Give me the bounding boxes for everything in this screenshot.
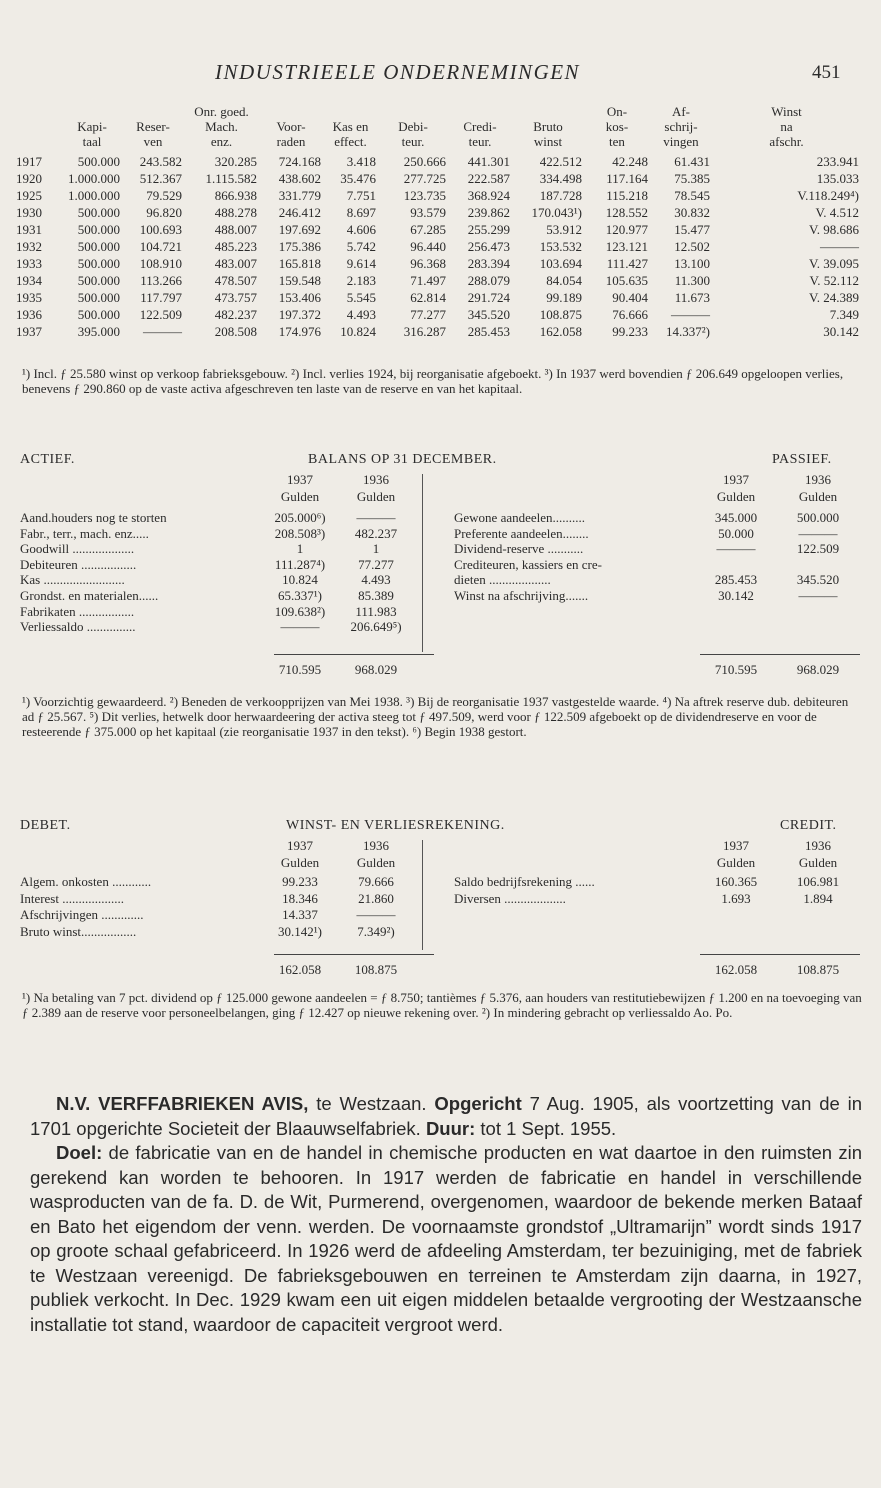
value-cell: 250.666 — [403, 154, 446, 169]
value-cell: 441.301 — [467, 154, 510, 169]
ledger-label: Goodwill ................... — [20, 541, 135, 557]
value-cell: V.118.249⁴) — [797, 188, 859, 203]
value-cell: 77.277 — [410, 307, 446, 322]
table-row — [16, 272, 861, 289]
ledger-value: 7.349²) — [357, 923, 395, 939]
value-cell: 243.582 — [139, 154, 182, 169]
year-heading: 1937 — [287, 838, 313, 853]
ledger-label: dieten ................... — [454, 572, 551, 588]
year-cell: 1933 — [16, 256, 42, 271]
value-cell: 93.579 — [410, 205, 446, 220]
value-cell: 7.349 — [829, 307, 859, 322]
ledger-value: 1 — [372, 541, 380, 557]
ledger-value: 345.520 — [796, 572, 840, 588]
value-cell: 10.824 — [340, 324, 376, 339]
value-cell: 67.285 — [410, 222, 446, 237]
ledger-value: 30.142¹) — [278, 923, 322, 939]
ledger-value: 106.981 — [796, 874, 840, 889]
ledger-label: Winst na afschrijving....... — [454, 588, 589, 603]
total-value: 108.875 — [354, 962, 398, 977]
ledger-label: Diversen ................... — [454, 890, 566, 906]
ledger-label: Bruto winst................. — [20, 923, 137, 939]
ledger-label: Algem. onkosten ............ — [20, 874, 152, 889]
passief-caption: PASSIEF. — [772, 452, 832, 467]
ledger-label: Grondst. en materialen...... — [20, 588, 159, 603]
wv-title: WINST- EN VERLIESREKENING. — [286, 818, 505, 833]
value-cell: 345.520 — [467, 307, 510, 322]
value-cell: 724.168 — [278, 154, 321, 169]
year-cell: 1917 — [16, 154, 42, 169]
company-intro-paragraph: N.V. VERFFABRIEKEN AVIS, te Westzaan. Opgericht 7 Aug. 1905, als voortzetting van de in 1701 opgerichte Societeit der Blaauwselfabriek. Duur: tot 1 Sept. 1955. — [30, 1093, 863, 1139]
column-header: Winst na afschr. — [769, 104, 804, 149]
value-cell: 79.529 — [146, 188, 182, 203]
year-cell: 1932 — [16, 239, 42, 254]
value-cell: V. 52.112 — [809, 273, 859, 288]
value-cell: 105.635 — [605, 273, 648, 288]
value-cell: 153.532 — [539, 239, 582, 254]
value-cell: 99.233 — [612, 324, 648, 339]
table-row — [16, 204, 861, 221]
unit-heading: Gulden — [280, 855, 320, 870]
column-header — [16, 104, 62, 153]
table-footnotes: ¹) Incl. ƒ 25.580 winst op verkoop fabrieksgebouw. ²) Incl. verlies 1924, bij reorganisatie afgeboekt. ³) In 1937 werd bovendien ƒ 206.649 opgeloopen verlies, benevens ƒ 290.860 op de vaste activa afgeschreven ten laste van de reserve en van het kapitaal. — [22, 366, 844, 396]
value-cell: 334.498 — [539, 171, 582, 186]
balance-sheet — [20, 452, 860, 682]
opgericht-label: Opgericht — [434, 1093, 522, 1114]
value-cell: 5.545 — [346, 290, 376, 305]
value-cell: 331.779 — [278, 188, 321, 203]
ledger-value: 111.287⁴) — [274, 556, 326, 572]
value-cell: 75.385 — [674, 171, 710, 186]
value-cell: 233.941 — [816, 154, 859, 169]
ledger-value: 160.365 — [714, 874, 758, 889]
value-cell: 8.697 — [346, 205, 376, 220]
value-cell: 135.033 — [816, 171, 859, 186]
ledger-value: ——— — [356, 907, 396, 922]
value-cell: 174.976 — [278, 324, 321, 339]
value-cell: 500.000 — [77, 205, 120, 220]
value-cell: 291.724 — [467, 290, 510, 305]
ledger-value: 208.508³) — [274, 525, 326, 541]
value-cell: 120.977 — [605, 222, 648, 237]
value-cell: 71.497 — [410, 273, 446, 288]
ledger-value: 500.000 — [796, 510, 840, 525]
value-cell: 123.735 — [403, 188, 446, 203]
ledger-value: 99.233 — [282, 874, 318, 889]
value-cell: 78.545 — [674, 188, 710, 203]
value-cell: ——— — [820, 239, 859, 254]
total-value: 968.029 — [354, 662, 398, 677]
value-cell: 108.875 — [539, 307, 582, 322]
value-cell: 187.728 — [539, 188, 582, 203]
unit-heading: Gulden — [798, 489, 838, 504]
value-cell: 500.000 — [77, 307, 120, 322]
ledger-label: Kas ......................... — [20, 572, 125, 588]
total-value: 710.595 — [714, 662, 758, 677]
ledger-label: Fabr., terr., mach. enz..... — [20, 525, 149, 541]
value-cell: 246.412 — [278, 205, 321, 220]
value-cell: 438.602 — [278, 171, 321, 186]
value-cell: 111.427 — [606, 256, 648, 271]
value-cell: 239.862 — [467, 205, 510, 220]
value-cell: 866.938 — [214, 188, 257, 203]
ledger-value: 482.237 — [354, 525, 398, 541]
year-heading: 1936 — [363, 472, 389, 487]
table-row — [16, 306, 861, 323]
table-row — [16, 289, 861, 306]
value-cell: 1.000.000 — [68, 188, 120, 203]
value-cell: 128.552 — [605, 205, 648, 220]
value-cell: 30.142 — [823, 324, 859, 339]
value-cell: 100.693 — [139, 222, 182, 237]
value-cell: V. 4.512 — [815, 205, 859, 220]
value-cell: V. 24.389 — [809, 290, 859, 305]
value-cell: 15.477 — [674, 222, 710, 237]
column-divider — [422, 474, 423, 652]
value-cell: 62.814 — [410, 290, 446, 305]
ledger-label: Interest ................... — [20, 890, 124, 906]
financial-history-table — [16, 104, 861, 340]
column-header: Bruto winst — [533, 119, 563, 149]
value-cell: 485.223 — [214, 239, 257, 254]
value-cell: 115.218 — [606, 188, 648, 203]
value-cell: V. 39.095 — [809, 256, 859, 271]
total-rule — [274, 654, 434, 655]
value-cell: 285.453 — [467, 324, 510, 339]
doel-label: Doel: — [56, 1142, 103, 1163]
value-cell: 368.924 — [467, 188, 510, 203]
value-cell: 7.751 — [346, 188, 376, 203]
table-row — [16, 187, 861, 204]
value-cell: 12.502 — [674, 239, 710, 254]
ledger-value: 65.337¹) — [278, 588, 322, 603]
year-heading: 1936 — [805, 838, 831, 853]
value-cell: 277.725 — [403, 171, 446, 186]
doel-paragraph: Doel: de fabricatie van en de handel in chemische producten en wat daartoe in den ruimsten zin gerekend kan worden te behooren. In 1917 werden de fabricatie en handel in verschillende wasproducten van de fa. D. de Wit, Purmerend, overgenomen, waardoor de bekende merken Bataaf en Bato het eigendom der venn. werden. De voornaamste grondstof „Ultramarijn” wordt sinds 1917 op groote schaal gefabriceerd. In 1926 werd de afdeeling Amsterdam, ter bezuiniging, met de fabriek te Westzaan vereenigd. De fabrieksgebouwen en terreinen te Amsterdam zijn daarna, in 1927, publiek verkocht. In Dec. 1929 kwam een uit eigen middelen betaalde vergrooting der Westzaansche installatie tot stand, waardoor de capaciteit vergroot werd. — [30, 1142, 862, 1335]
value-cell: 35.476 — [340, 171, 376, 186]
ledger-value: 205.000⁶) — [274, 510, 326, 525]
ledger-label: Aand.houders nog te storten — [20, 510, 167, 525]
ledger-value: ——— — [798, 588, 838, 603]
value-cell: 222.587 — [467, 171, 510, 186]
value-cell: 162.058 — [539, 324, 582, 339]
column-header: Voor- raden — [276, 119, 306, 149]
ledger-value: 79.666 — [358, 874, 394, 889]
ledger-value: ——— — [280, 619, 320, 635]
year-heading: 1937 — [723, 838, 749, 853]
ledger-value: 1.894 — [803, 890, 833, 906]
value-cell: 175.386 — [278, 239, 321, 254]
column-header: Af- schrij- vingen — [663, 104, 699, 149]
balans-title: BALANS OP 31 DECEMBER. — [308, 452, 497, 467]
ledger-value: 111.983 — [355, 603, 397, 619]
column-header: Debi- teur. — [398, 119, 428, 149]
ledger-label: Debiteuren ................. — [20, 556, 137, 572]
year-heading: 1936 — [363, 838, 389, 853]
value-cell: 500.000 — [77, 290, 120, 305]
value-cell: 4.606 — [346, 222, 376, 237]
ledger-label: Preferente aandeelen........ — [454, 525, 589, 541]
value-cell: 123.121 — [605, 239, 648, 254]
value-cell: 1.115.582 — [205, 171, 257, 186]
value-cell: 9.614 — [346, 256, 376, 271]
value-cell: 197.372 — [278, 307, 321, 322]
value-cell: 104.721 — [139, 239, 182, 254]
value-cell: 11.673 — [674, 290, 710, 305]
value-cell: 3.418 — [346, 154, 376, 169]
ledger-value: 345.000 — [714, 510, 758, 525]
unit-heading: Gulden — [356, 855, 396, 870]
column-header: Kas en effect. — [332, 119, 369, 149]
unit-heading: Gulden — [716, 855, 756, 870]
value-cell: 153.406 — [278, 290, 321, 305]
value-cell: 256.473 — [467, 239, 510, 254]
value-cell: 488.007 — [214, 222, 257, 237]
value-cell: ——— — [143, 324, 182, 339]
value-cell: 96.440 — [410, 239, 446, 254]
ledger-value: 14.337 — [282, 907, 318, 922]
year-cell: 1930 — [16, 205, 42, 220]
ledger-value: 285.453 — [714, 572, 758, 588]
value-cell: 13.100 — [674, 256, 710, 271]
value-cell: 170.043¹) — [531, 205, 582, 220]
value-cell: 14.337²) — [666, 324, 710, 339]
value-cell: 42.248 — [612, 154, 648, 169]
value-cell: 99.189 — [546, 290, 582, 305]
ledger-value: 50.000 — [718, 525, 754, 541]
company-description — [30, 1092, 862, 1337]
total-value: 162.058 — [278, 962, 322, 977]
value-cell: 108.910 — [139, 256, 182, 271]
duur-label: Duur: — [425, 1117, 476, 1139]
ledger-label: Gewone aandeelen.......... — [454, 510, 586, 525]
total-value: 162.058 — [714, 962, 758, 977]
column-header: Reser- ven — [136, 119, 170, 149]
value-cell: 96.368 — [410, 256, 446, 271]
table-row — [16, 323, 861, 340]
table-row — [16, 221, 861, 238]
unit-heading: Gulden — [716, 489, 756, 504]
value-cell: ——— — [671, 307, 710, 322]
ledger-value: 206.649⁵) — [350, 619, 402, 635]
year-heading: 1937 — [723, 472, 749, 487]
year-cell: 1931 — [16, 222, 42, 237]
ledger-label: Saldo bedrijfsrekening ...... — [454, 874, 595, 889]
value-cell: 76.666 — [612, 307, 648, 322]
year-cell: 1934 — [16, 273, 42, 288]
ledger-value: ——— — [798, 525, 838, 541]
total-value: 968.029 — [796, 662, 840, 677]
column-header: Credi- teur. — [463, 119, 497, 149]
value-cell: 395.000 — [77, 324, 120, 339]
ledger-label: Fabrikaten ................. — [20, 603, 135, 619]
value-cell: 1.000.000 — [68, 171, 120, 186]
value-cell: 473.757 — [214, 290, 257, 305]
value-cell: 482.237 — [214, 307, 257, 322]
value-cell: 488.278 — [214, 205, 257, 220]
value-cell: 255.299 — [467, 222, 510, 237]
ledger-value: 122.509 — [796, 541, 840, 557]
column-divider — [422, 840, 423, 950]
value-cell: 422.512 — [539, 154, 582, 169]
value-cell: 90.404 — [612, 290, 648, 305]
value-cell: 5.742 — [346, 239, 376, 254]
value-cell: 197.692 — [278, 222, 321, 237]
value-cell: 122.509 — [139, 307, 182, 322]
value-cell: 478.507 — [214, 273, 257, 288]
value-cell: 500.000 — [77, 222, 120, 237]
value-cell: 500.000 — [77, 273, 120, 288]
value-cell: V. 98.686 — [809, 222, 859, 237]
value-cell: 4.493 — [346, 307, 376, 322]
ledger-value: 85.389 — [358, 588, 394, 603]
ledger-value: ——— — [356, 510, 396, 525]
year-cell: 1937 — [16, 324, 42, 339]
unit-heading: Gulden — [356, 489, 396, 504]
balance-footnotes: ¹) Voorzichtig gewaardeerd. ²) Beneden de verkoopprijzen van Mei 1938. ³) Bij de reorganisatie 1937 vastgestelde waarde. ⁴) Na aftrek reserve dub. debiteuren ad ƒ 25.567. ⁵) Dit verlies, hetwelk door herwaardeering der activa steeg tot ƒ 497.509, werd voor ƒ 122.509 afgeboekt op de dividendreserve en voor de resteerende ƒ 375.000 op het kapitaal (zie reorganisatie 1937 in den tekst). ⁶) Begin 1938 gestort. — [22, 694, 849, 739]
value-cell: 512.367 — [139, 171, 182, 186]
profit-loss-account — [20, 818, 860, 982]
year-heading: 1937 — [287, 472, 313, 487]
debet-caption: DEBET. — [20, 818, 71, 833]
column-header: On- kos- ten — [605, 104, 629, 149]
value-cell: 288.079 — [467, 273, 510, 288]
value-cell: 53.912 — [546, 222, 582, 237]
value-cell: 113.266 — [140, 273, 182, 288]
credit-caption: CREDIT. — [780, 818, 837, 833]
ledger-value: 4.493 — [361, 572, 391, 588]
actief-caption: ACTIEF. — [20, 452, 75, 467]
table-row — [16, 170, 861, 187]
ledger-value: ——— — [716, 541, 756, 557]
total-rule — [274, 954, 434, 955]
ledger-label: Dividend-reserve ........... — [454, 541, 584, 557]
value-cell: 84.054 — [546, 273, 582, 288]
year-cell: 1925 — [16, 188, 42, 203]
page-header — [0, 60, 881, 88]
column-header: Onr. goed. Mach. enz. — [194, 104, 249, 149]
value-cell: 61.431 — [674, 154, 710, 169]
total-rule — [700, 954, 860, 955]
ledger-value: 30.142 — [718, 588, 754, 603]
table-row — [16, 153, 861, 170]
ledger-label: Verliessaldo ............... — [20, 619, 136, 635]
value-cell: 159.548 — [278, 273, 321, 288]
ledger-value: 21.860 — [358, 890, 394, 906]
ledger-value: 77.277 — [358, 556, 394, 572]
ledger-label: Afschrijvingen ............. — [20, 907, 144, 922]
page-number: 451 — [812, 62, 841, 83]
table-row — [16, 238, 861, 255]
year-heading: 1936 — [805, 472, 831, 487]
company-name: N.V. VERFFABRIEKEN AVIS, — [56, 1093, 309, 1114]
value-cell: 320.285 — [214, 154, 257, 169]
table-row — [16, 255, 861, 272]
running-title: INDUSTRIEELE ONDERNEMINGEN — [215, 60, 581, 84]
ledger-value: 10.824 — [282, 572, 318, 588]
value-cell: 500.000 — [77, 256, 120, 271]
total-value: 108.875 — [796, 962, 840, 977]
value-cell: 283.394 — [467, 256, 510, 271]
unit-heading: Gulden — [280, 489, 320, 504]
total-rule — [700, 654, 860, 655]
value-cell: 500.000 — [77, 154, 120, 169]
year-cell: 1936 — [16, 307, 42, 322]
value-cell: 165.818 — [278, 256, 321, 271]
value-cell: 2.183 — [346, 273, 376, 288]
ledger-value: 1 — [296, 541, 304, 557]
value-cell: 500.000 — [77, 239, 120, 254]
column-header: Kapi- taal — [77, 119, 107, 149]
value-cell: 30.832 — [674, 205, 710, 220]
value-cell: 11.300 — [674, 273, 710, 288]
value-cell: 316.287 — [403, 324, 446, 339]
profit-loss-footnotes: ¹) Na betaling van 7 pct. dividend op ƒ 125.000 gewone aandeelen = ƒ 8.750; tantièmes ƒ 5.376, aan houders van restitutiebewijzen ƒ 1.200 en na toevoeging van ƒ 2.389 aan de reserve voor personeelbelangen, ging ƒ 12.427 op nieuwe rekening over. ²) In mindering gebracht op verliessaldo Ao. Po. — [22, 990, 862, 1020]
ledger-value: 109.638²) — [274, 603, 326, 619]
year-cell: 1935 — [16, 290, 42, 305]
ledger-value: 1.693 — [721, 890, 751, 906]
value-cell: 208.508 — [214, 324, 257, 339]
ledger-value: 18.346 — [282, 890, 318, 906]
value-cell: 103.694 — [539, 256, 582, 271]
value-cell: 117.164 — [606, 171, 648, 186]
value-cell: 96.820 — [146, 205, 182, 220]
year-cell: 1920 — [16, 171, 42, 186]
unit-heading: Gulden — [798, 855, 838, 870]
total-value: 710.595 — [278, 662, 322, 677]
ledger-label: Crediteuren, kassiers en cre- — [454, 556, 602, 572]
value-cell: 483.007 — [214, 256, 257, 271]
value-cell: 117.797 — [140, 290, 182, 305]
